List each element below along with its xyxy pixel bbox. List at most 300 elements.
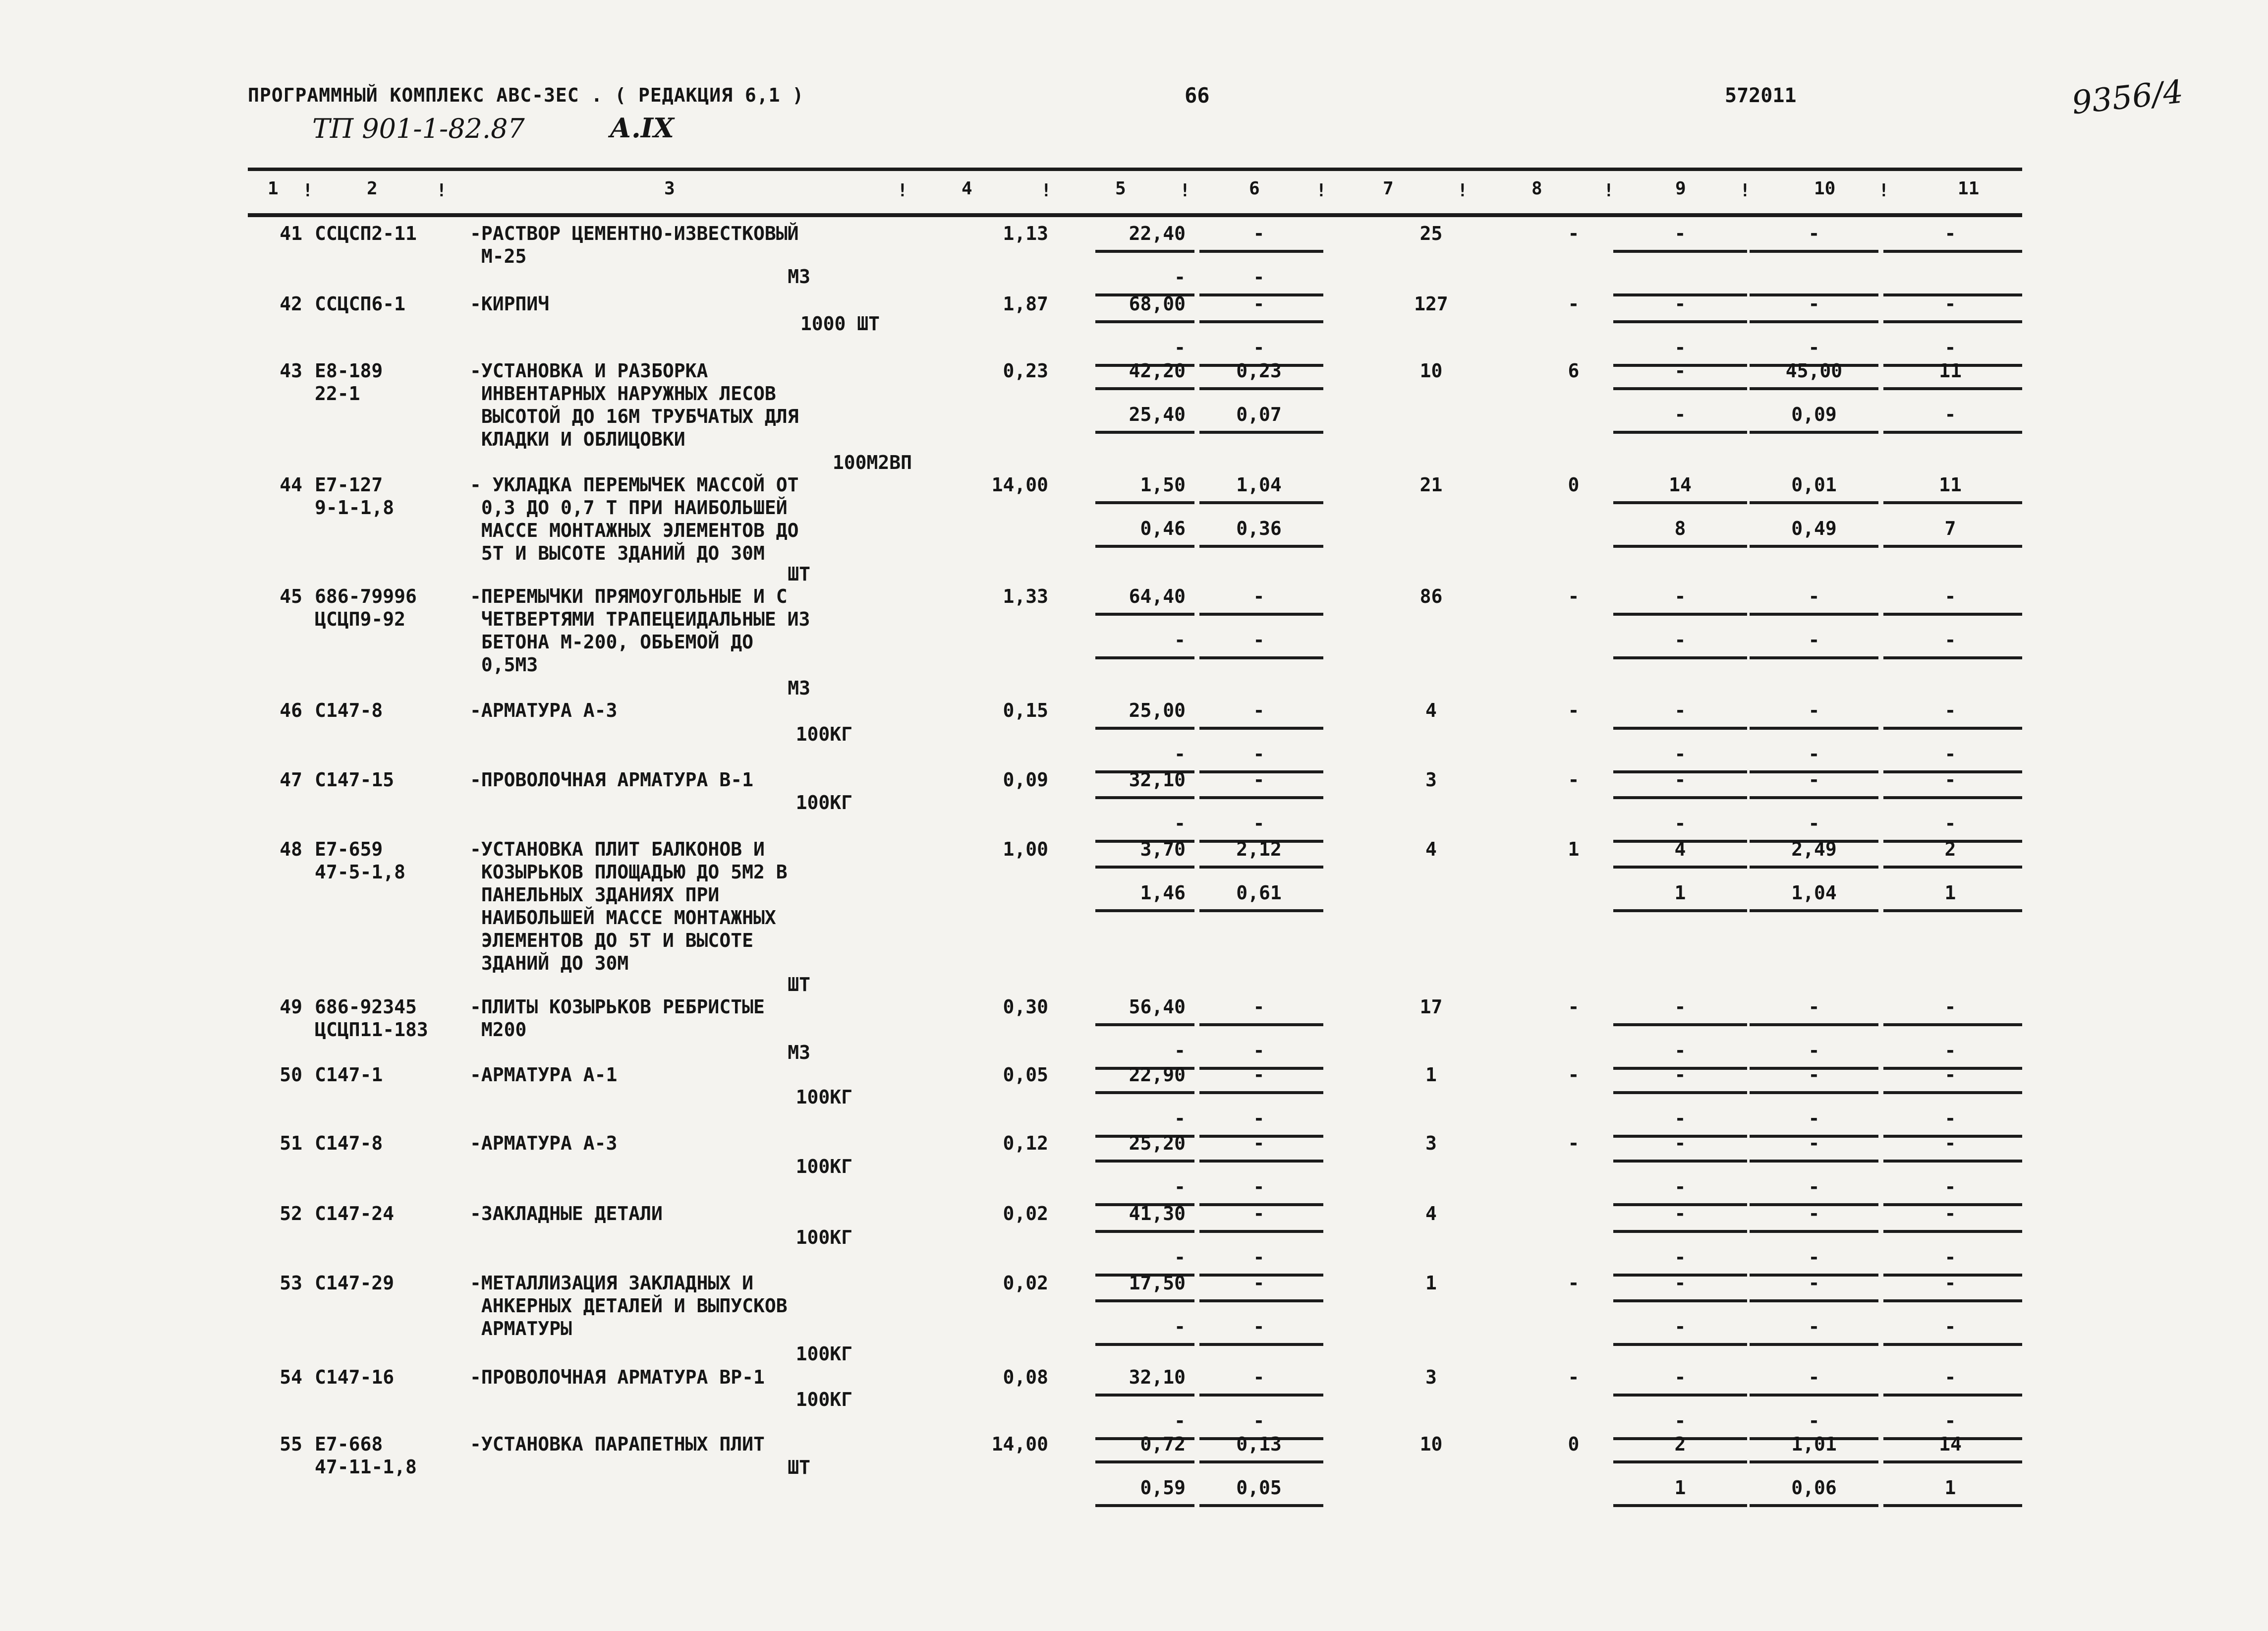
row-number: 48 [280, 838, 302, 860]
c9-value: - [1674, 293, 1686, 315]
c5-second-value: - [1174, 1246, 1186, 1268]
quantity: 0,02 [1003, 1203, 1048, 1224]
c5-value: 3,70 [1140, 838, 1186, 860]
value-underline [1613, 909, 1747, 912]
value-underline [1613, 727, 1747, 730]
c11-value: 2 [1944, 838, 1956, 860]
quantity: 0,15 [1003, 699, 1048, 721]
work-description: М-25 [470, 245, 527, 267]
value-underline [1095, 1023, 1194, 1026]
c10-value: 45,00 [1785, 360, 1843, 382]
value-underline [1613, 656, 1747, 659]
work-description: ЭЛЕМЕНТОВ ДО 5Т И ВЫСОТЕ [470, 930, 753, 951]
work-description: КЛАДКИ И ОБЛИЦОВКИ [470, 428, 685, 450]
c9-second-value: - [1674, 813, 1686, 834]
column-number-row [248, 178, 2022, 208]
unit-of-measure: 100КГ [795, 1389, 852, 1410]
column-number: 1 [268, 178, 279, 199]
c11-second-value: - [1944, 1040, 1956, 1061]
c10-value: - [1808, 1272, 1820, 1294]
value-underline [1883, 866, 2022, 869]
c9-value: - [1674, 360, 1686, 382]
c11-value: - [1944, 293, 1956, 315]
value-underline [1750, 1091, 1878, 1094]
quantity: 14,00 [991, 1433, 1048, 1455]
column-number: 6 [1249, 178, 1260, 199]
c11-second-value: - [1944, 743, 1956, 765]
value-underline [1750, 613, 1878, 616]
value-underline [1095, 796, 1194, 799]
work-description: АНКЕРНЫХ ДЕТАЛЕЙ И ВЫПУСКОВ [470, 1295, 788, 1317]
work-description: -ПЕРЕМЫЧКИ ПРЯМОУГОЛЬНЫЕ И С [470, 585, 788, 607]
c5-second-value: - [1174, 1316, 1186, 1338]
value-underline [1095, 545, 1194, 548]
c10-second-value: 0,06 [1791, 1477, 1837, 1499]
c5-value: 42,20 [1129, 360, 1186, 382]
value-underline [1199, 1023, 1323, 1026]
column-separator: ! [302, 180, 313, 201]
c11-value: - [1944, 1132, 1956, 1154]
work-description: -УСТАНОВКА ПЛИТ БАЛКОНОВ И [470, 838, 765, 860]
col8-value: - [1568, 1132, 1580, 1154]
c9-second-value: 1 [1674, 882, 1686, 904]
value-underline [1199, 501, 1323, 504]
column-separator: ! [1740, 180, 1751, 201]
value-underline [1883, 1504, 2022, 1507]
c6-second-value: 0,07 [1236, 404, 1282, 425]
col8-value: 1 [1568, 838, 1580, 860]
c10-second-value: - [1808, 1176, 1820, 1198]
value-underline [1095, 727, 1194, 730]
c9-value: - [1674, 1064, 1686, 1086]
column-separator: ! [1878, 180, 1889, 201]
unit-of-measure: 100КГ [795, 1343, 852, 1365]
c6-value: - [1253, 1366, 1265, 1388]
quantity: 1,13 [1003, 223, 1048, 244]
c5-value: 0,72 [1140, 1433, 1186, 1455]
work-description: ИНВЕНТАРНЫХ НАРУЖНЫХ ЛЕСОВ [470, 383, 776, 405]
col7-value: 3 [1425, 1366, 1437, 1388]
row-number: 44 [280, 474, 302, 496]
c6-second-value: 0,36 [1236, 518, 1282, 539]
c6-second-value: - [1253, 1040, 1265, 1061]
c10-second-value: - [1808, 1246, 1820, 1268]
c5-value: 41,30 [1129, 1203, 1186, 1224]
row-number: 46 [280, 699, 302, 721]
c5-value: 1,50 [1140, 474, 1186, 496]
work-description: -РАСТВОР ЦЕМЕНТНО-ИЗВЕСТКОВЫЙ [470, 223, 799, 244]
value-underline [1613, 1299, 1747, 1302]
value-underline [1750, 250, 1878, 253]
c10-second-value: - [1808, 1040, 1820, 1061]
c10-second-value: - [1808, 1107, 1820, 1129]
value-underline [1750, 501, 1878, 504]
value-underline [1199, 796, 1323, 799]
col8-value: 6 [1568, 360, 1580, 382]
c10-value: - [1808, 1132, 1820, 1154]
c6-value: - [1253, 585, 1265, 607]
c5-value: 56,40 [1129, 996, 1186, 1018]
value-underline [1883, 1460, 2022, 1463]
c5-second-value: - [1174, 629, 1186, 651]
c11-second-value: - [1944, 629, 1956, 651]
c10-value: - [1808, 293, 1820, 315]
work-description: - УКЛАДКА ПЕРЕМЫЧЕК МАССОЙ ОТ [470, 474, 799, 496]
page-number: 66 [1185, 83, 1210, 108]
c10-second-value: - [1808, 337, 1820, 358]
c11-value: - [1944, 699, 1956, 721]
column-separator: ! [897, 180, 908, 201]
c11-value: - [1944, 1366, 1956, 1388]
work-description: МАССЕ МОНТАЖНЫХ ЭЛЕМЕНТОВ ДО [470, 520, 799, 541]
c9-value: - [1674, 1366, 1686, 1388]
value-underline [1750, 1160, 1878, 1163]
rate-code: 686-79996 [315, 585, 417, 607]
value-underline [1095, 909, 1194, 912]
c6-value: - [1253, 769, 1265, 791]
rate-code: 9-1-1,8 [315, 497, 395, 519]
column-number: 10 [1814, 178, 1836, 199]
c9-value: - [1674, 699, 1686, 721]
work-description: НАИБОЛЬШЕЙ МАССЕ МОНТАЖНЫХ [470, 907, 776, 929]
value-underline [1883, 656, 2022, 659]
value-underline [1883, 613, 2022, 616]
value-underline [1199, 1394, 1323, 1397]
value-underline [1095, 431, 1194, 434]
c9-second-value: - [1674, 1410, 1686, 1432]
c5-second-value: - [1174, 337, 1186, 358]
row-number: 55 [280, 1433, 302, 1455]
value-underline [1095, 1460, 1194, 1463]
quantity: 0,23 [1003, 360, 1048, 382]
c6-value: - [1253, 996, 1265, 1018]
value-underline [1613, 1343, 1747, 1346]
handwritten-sheet-number: 9356/4 [2070, 73, 2185, 122]
work-description: 5Т И ВЫСОТЕ ЗДАНИЙ ДО 30М [470, 542, 765, 564]
c10-value: - [1808, 1203, 1820, 1224]
column-separator: ! [436, 180, 447, 201]
value-underline [1883, 1091, 2022, 1094]
c9-value: 4 [1674, 838, 1686, 860]
c5-value: 17,50 [1129, 1272, 1186, 1294]
value-underline [1199, 866, 1323, 869]
value-underline [1199, 1091, 1323, 1094]
work-description: ВЫСОТОЙ ДО 16М ТРУБЧАТЫХ ДЛЯ [470, 406, 799, 427]
col7-value: 3 [1425, 769, 1437, 791]
c6-second-value: - [1253, 743, 1265, 765]
unit-of-measure: 100КГ [795, 1086, 852, 1108]
col7-value: 10 [1419, 360, 1443, 382]
row-number: 49 [280, 996, 302, 1018]
c6-second-value: 0,05 [1236, 1477, 1282, 1499]
value-underline [1750, 909, 1878, 912]
c11-second-value: - [1944, 1316, 1956, 1338]
rate-code: 22-1 [315, 383, 360, 405]
value-underline [1613, 1230, 1747, 1233]
c6-value: 1,04 [1236, 474, 1282, 496]
value-underline [1095, 320, 1194, 323]
c10-value: - [1808, 699, 1820, 721]
value-underline [1095, 1160, 1194, 1163]
value-underline [1199, 431, 1323, 434]
work-description: -ПРОВОЛОЧНАЯ АРМАТУРА ВР-1 [470, 1366, 765, 1388]
value-underline [1750, 1504, 1878, 1507]
value-underline [1883, 1160, 2022, 1163]
c9-value: 2 [1674, 1433, 1686, 1455]
col7-value: 21 [1419, 474, 1443, 496]
value-underline [1199, 656, 1323, 659]
rate-code: ЦСЦП9-92 [315, 608, 406, 630]
c6-value: - [1253, 1064, 1265, 1086]
value-underline [1883, 1230, 2022, 1233]
c9-second-value: - [1674, 1040, 1686, 1061]
c10-second-value: 0,09 [1791, 404, 1837, 425]
rate-code: Е7-127 [315, 474, 383, 496]
value-underline [1883, 1343, 2022, 1346]
value-underline [1095, 1230, 1194, 1233]
value-underline [1883, 387, 2022, 390]
rate-code: 47-11-1,8 [315, 1456, 417, 1478]
value-underline [1750, 431, 1878, 434]
c5-value: 32,10 [1129, 1366, 1186, 1388]
value-underline [1613, 250, 1747, 253]
col7-value: 10 [1419, 1433, 1443, 1455]
c5-value: 25,00 [1129, 699, 1186, 721]
value-underline [1095, 656, 1194, 659]
value-underline [1613, 387, 1747, 390]
c6-second-value: - [1253, 1410, 1265, 1432]
rate-code: ЦСЦП11-183 [315, 1019, 428, 1041]
c10-second-value: - [1808, 813, 1820, 834]
value-underline [1883, 1299, 2022, 1302]
work-description: БЕТОНА М-200, ОБЬЕМОЙ ДО [470, 631, 753, 653]
col7-value: 4 [1425, 699, 1437, 721]
column-number-rule [248, 213, 2022, 217]
unit-of-measure: 1000 ШТ [800, 313, 880, 335]
rate-code: С147-8 [315, 1132, 383, 1154]
value-underline [1199, 727, 1323, 730]
value-underline [1199, 1504, 1323, 1507]
c6-value: - [1253, 293, 1265, 315]
value-underline [1883, 1023, 2022, 1026]
column-number: 7 [1383, 178, 1394, 199]
work-description: -УСТАНОВКА ПАРАПЕТНЫХ ПЛИТ [470, 1433, 765, 1455]
c6-second-value: - [1253, 1316, 1265, 1338]
c9-second-value: - [1674, 337, 1686, 358]
c9-second-value: - [1674, 404, 1686, 425]
value-underline [1613, 431, 1747, 434]
c10-value: 1,01 [1791, 1433, 1837, 1455]
value-underline [1750, 1230, 1878, 1233]
c5-second-value: 25,40 [1129, 404, 1186, 425]
value-underline [1883, 545, 2022, 548]
work-description: -ЗАКЛАДНЫЕ ДЕТАЛИ [470, 1203, 663, 1224]
col8-value: - [1568, 769, 1580, 791]
value-underline [1883, 727, 2022, 730]
value-underline [1613, 613, 1747, 616]
rate-code: ССЦСП6-1 [315, 293, 406, 315]
column-separator: ! [1457, 180, 1468, 201]
c11-value: - [1944, 1272, 1956, 1294]
column-number: 11 [1958, 178, 1980, 199]
c6-value: - [1253, 699, 1265, 721]
c10-second-value: 1,04 [1791, 882, 1837, 904]
col8-value: - [1568, 996, 1580, 1018]
col8-value: - [1568, 585, 1580, 607]
value-underline [1750, 320, 1878, 323]
c10-value: - [1808, 585, 1820, 607]
c10-value: 0,01 [1791, 474, 1837, 496]
col8-value: 0 [1568, 474, 1580, 496]
table-top-rule [248, 168, 2022, 171]
c11-second-value: 7 [1944, 518, 1956, 539]
album-number: А.IХ [610, 112, 674, 144]
value-underline [1199, 1299, 1323, 1302]
c10-second-value: - [1808, 1316, 1820, 1338]
work-description: -КИРПИЧ [470, 293, 550, 315]
rate-code: С147-29 [315, 1272, 395, 1294]
c11-second-value: - [1944, 1246, 1956, 1268]
rate-code: Е8-189 [315, 360, 383, 382]
c9-value: - [1674, 1203, 1686, 1224]
row-number: 53 [280, 1272, 302, 1294]
quantity: 0,12 [1003, 1132, 1048, 1154]
value-underline [1883, 909, 2022, 912]
value-underline [1199, 1343, 1323, 1346]
rate-code: Е7-659 [315, 838, 383, 860]
value-underline [1613, 320, 1747, 323]
c11-second-value: - [1944, 404, 1956, 425]
c10-value: - [1808, 1064, 1820, 1086]
value-underline [1883, 1394, 2022, 1397]
c6-second-value: - [1253, 629, 1265, 651]
c9-second-value: - [1674, 1176, 1686, 1198]
unit-of-measure: 100КГ [795, 792, 852, 814]
c5-second-value: 1,46 [1140, 882, 1186, 904]
c6-second-value: - [1253, 337, 1265, 358]
column-number: 2 [367, 178, 378, 199]
col8-value: - [1568, 293, 1580, 315]
work-description: -ПЛИТЫ КОЗЫРЬКОВ РЕБРИСТЫЕ [470, 996, 765, 1018]
c5-value: 22,40 [1129, 223, 1186, 244]
row-number: 50 [280, 1064, 302, 1086]
c11-value: - [1944, 1203, 1956, 1224]
value-underline [1613, 866, 1747, 869]
value-underline [1750, 727, 1878, 730]
row-number: 47 [280, 769, 302, 791]
work-description: 0,3 ДО 0,7 Т ПРИ НАИБОЛЬШЕЙ [470, 497, 788, 519]
work-description: ЗДАНИЙ ДО 30М [470, 952, 629, 974]
value-underline [1613, 501, 1747, 504]
c10-second-value: - [1808, 1410, 1820, 1432]
value-underline [1613, 1504, 1747, 1507]
c11-second-value: 1 [1944, 882, 1956, 904]
value-underline [1095, 250, 1194, 253]
col8-value: - [1568, 1272, 1580, 1294]
c5-second-value: - [1174, 1107, 1186, 1129]
value-underline [1883, 501, 2022, 504]
col7-value: 127 [1414, 293, 1448, 315]
c6-value: 0,23 [1236, 360, 1282, 382]
column-separator: ! [1603, 180, 1614, 201]
row-number: 52 [280, 1203, 302, 1224]
col7-value: 86 [1419, 585, 1443, 607]
column-number: 9 [1675, 178, 1686, 199]
col7-value: 25 [1419, 223, 1443, 244]
c11-second-value: 1 [1944, 1477, 1956, 1499]
value-underline [1095, 866, 1194, 869]
unit-of-measure: ШТ [788, 974, 810, 995]
document-code: 572011 [1725, 84, 1797, 107]
c11-second-value: - [1944, 1176, 1956, 1198]
quantity: 0,02 [1003, 1272, 1048, 1294]
c5-second-value: 0,59 [1140, 1477, 1186, 1499]
c5-second-value: 0,46 [1140, 518, 1186, 539]
quantity: 1,33 [1003, 585, 1048, 607]
column-number: 5 [1115, 178, 1126, 199]
value-underline [1883, 250, 2022, 253]
c6-value: - [1253, 1272, 1265, 1294]
row-number: 51 [280, 1132, 302, 1154]
c11-second-value: - [1944, 813, 1956, 834]
c11-value: 11 [1939, 360, 1962, 382]
value-underline [1750, 796, 1878, 799]
c5-second-value: - [1174, 1176, 1186, 1198]
value-underline [1199, 909, 1323, 912]
col7-value: 17 [1419, 996, 1443, 1018]
unit-of-measure: 100КГ [795, 1156, 852, 1177]
rate-code: С147-1 [315, 1064, 383, 1086]
work-description: -МЕТАЛЛИЗАЦИЯ ЗАКЛАДНЫХ И [470, 1272, 753, 1294]
work-description: АРМАТУРЫ [470, 1318, 572, 1340]
value-underline [1883, 796, 2022, 799]
unit-of-measure: ШТ [788, 563, 810, 585]
c11-value: 11 [1939, 474, 1962, 496]
work-description: ПАНЕЛЬНЫХ ЗДАНИЯХ ПРИ [470, 884, 720, 906]
c5-second-value: - [1174, 743, 1186, 765]
quantity: 0,08 [1003, 1366, 1048, 1388]
c6-value: - [1253, 223, 1265, 244]
c9-value: - [1674, 585, 1686, 607]
c10-value: - [1808, 996, 1820, 1018]
rate-code: Е7-668 [315, 1433, 383, 1455]
quantity: 1,87 [1003, 293, 1048, 315]
rate-code: ССЦСП2-11 [315, 223, 417, 244]
unit-of-measure: 100КГ [795, 1226, 852, 1248]
value-underline [1750, 387, 1878, 390]
work-description: -АРМАТУРА А-3 [470, 1132, 618, 1154]
c11-second-value: - [1944, 337, 1956, 358]
c5-value: 32,10 [1129, 769, 1186, 791]
c6-second-value: - [1253, 1107, 1265, 1129]
col7-value: 4 [1425, 838, 1437, 860]
column-separator: ! [1041, 180, 1052, 201]
c11-value: 14 [1939, 1433, 1962, 1455]
value-underline [1883, 320, 2022, 323]
c9-value: - [1674, 1132, 1686, 1154]
c10-value: - [1808, 223, 1820, 244]
row-number: 45 [280, 585, 302, 607]
work-description: -АРМАТУРА А-3 [470, 699, 618, 721]
rate-code: 47-5-1,8 [315, 861, 406, 883]
c5-second-value: - [1174, 266, 1186, 288]
value-underline [1750, 1460, 1878, 1463]
c9-value: - [1674, 223, 1686, 244]
unit-of-measure: М3 [788, 677, 810, 699]
c11-value: - [1944, 996, 1956, 1018]
c6-value: 0,13 [1236, 1433, 1282, 1455]
col8-value: 0 [1568, 1433, 1580, 1455]
